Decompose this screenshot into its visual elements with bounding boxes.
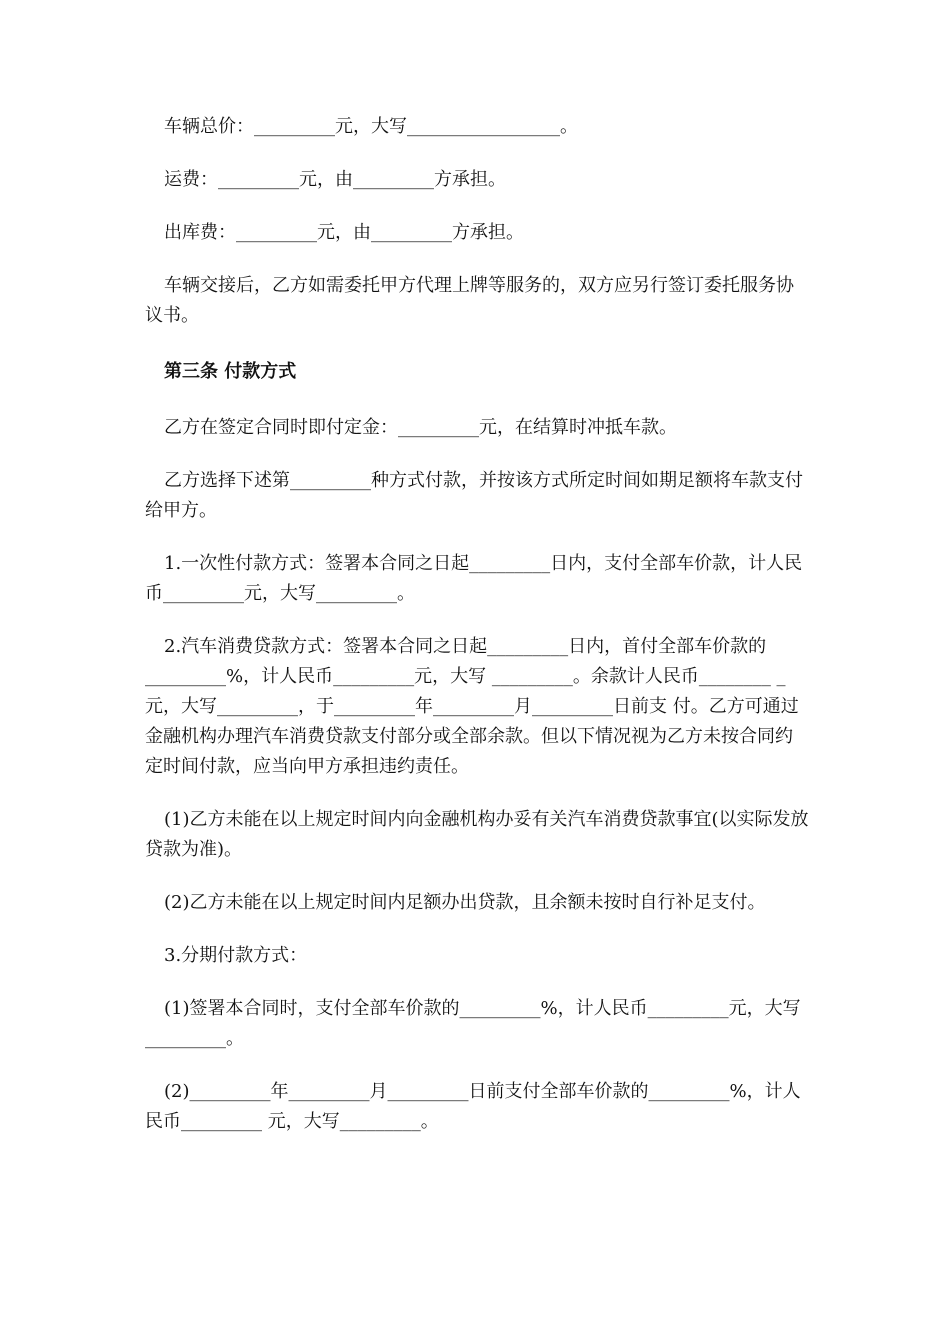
warehouse-fee-clause: 出库费：_________元，由_________方承担。: [164, 222, 524, 243]
loan-default-condition-2: (2)乙方未能在以上规定时间内足额办出贷款，且余额未按时自行补足支付。: [164, 892, 766, 913]
vehicle-total-price-clause: 车辆总价：_________元，大写_________________。: [164, 116, 578, 137]
installment-item-2: (2)_________年_________月_________日前支付全部车价款的_________%，计人民币_________ 元，大写_________。: [145, 1081, 801, 1132]
section-heading-payment-method: 第三条 付款方式: [164, 361, 297, 382]
payment-option-selection-clause: 乙方选择下述第_________种方式付款，并按该方式所定时间如期足额将车款支付给甲方。: [145, 470, 803, 521]
contract-page: [145, 112, 810, 1137]
registration-service-clause: 车辆交接后，乙方如需委托甲方代理上牌等服务的，双方应另行签订委托服务协议书。: [145, 275, 794, 326]
shipping-fee-clause: 运费：_________元，由_________方承担。: [164, 169, 506, 190]
deposit-clause: 乙方在签定合同时即付定金：_________元，在结算时冲抵车款。: [164, 417, 677, 438]
installment-payment-heading: 3.分期付款方式：: [164, 945, 308, 966]
lump-sum-payment-clause: 1.一次性付款方式：签署本合同之日起_________日内，支付全部车价款，计人民币_________元，大写_________。: [145, 553, 803, 604]
loan-default-condition-1: (1)乙方未能在以上规定时间内向金融机构办妥有关汽车消费贷款事宜(以实际发放贷款为准)。: [145, 809, 809, 860]
installment-item-1: (1)签署本合同时，支付全部车价款的_________%，计人民币_________元，大写_________。: [145, 998, 801, 1049]
auto-loan-payment-clause: 2.汽车消费贷款方式：签署本合同之日起_________日内，首付全部车价款的_________%，计人民币_________元，大写 _________。余款计人民币________ _元，大写_________，于_________年_________月_________日前支 付。乙方可通过金融机构办理汽车消费贷款支付部分或全部余款。但以下情况视为乙方未按合同约定时间付款，应当向甲方承担违约责任。: [145, 636, 799, 777]
